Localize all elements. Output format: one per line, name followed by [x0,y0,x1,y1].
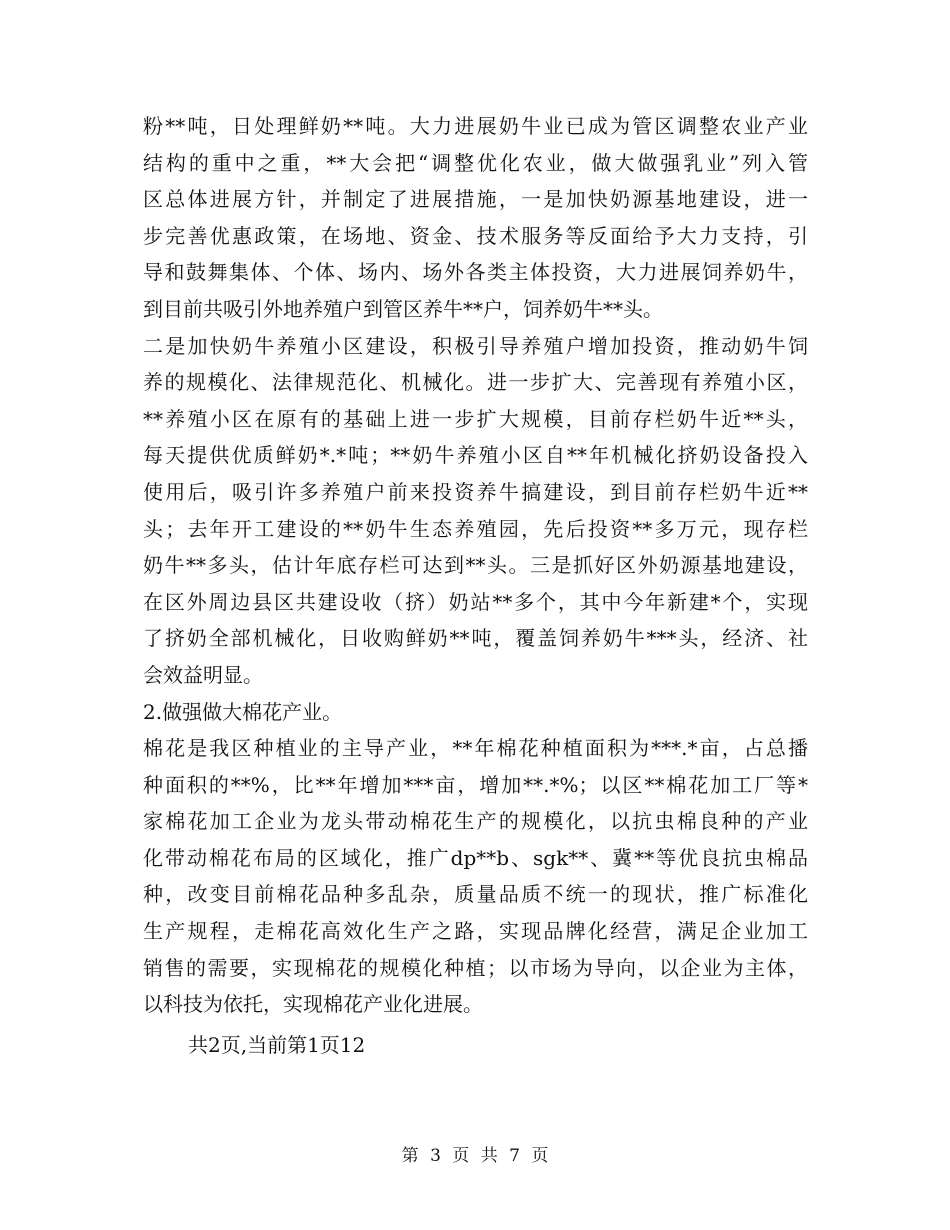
text-line: 2.做强做大棉花产业。 [143,699,343,724]
text-line: 在区外周边县区共建设收（挤）奶站**多个，其中今年新建*个，实现 [143,589,808,614]
text-line: 使用后，吸引许多养殖户前来投资养牛搞建设，到目前存栏奶牛近** [143,479,808,504]
text-line: 奶牛**多头，估计年底存栏可达到**头。三是抓好区外奶源基地建设， [143,553,808,578]
text-line: 种面积的**%，比**年增加***亩，增加**.*%；以区**棉花加工厂等* [143,772,808,797]
pagination-note: 共2页,当前第1页12 [188,1032,366,1057]
text-line: 棉花是我区种植业的主导产业，**年棉花种植面积为***.*亩，占总播 [143,736,808,761]
text-line: 步完善优惠政策，在场地、资金、技术服务等反面给予大力支持，引 [143,223,808,248]
text-line: 种，改变目前棉花品种多乱杂，质量品质不统一的现状，推广标准化 [143,882,808,907]
paragraph-lines [143,108,808,1023]
text-line: 到目前共吸引外地养殖户到管区养牛**户，饲养奶牛**头。 [143,296,663,321]
text-line: **养殖小区在原有的基础上进一步扩大规模，目前存栏奶牛近**头， [143,406,808,431]
text-line: 会效益明显。 [143,662,263,687]
text-line: 家棉花加工企业为龙头带动棉花生产的规模化，以抗虫棉良种的产业 [143,809,808,834]
text-line: 养的规模化、法律规范化、机械化。进一步扩大、完善现有养殖小区， [143,370,808,395]
text-line: 区总体进展方针，并制定了进展措施，一是加快奶源基地建设，进一 [143,187,808,212]
document-body [143,108,808,1063]
text-line: 生产规程，走棉花高效化生产之路，实现品牌化经营，满足企业加工 [143,919,808,944]
text-line: 了挤奶全部机械化，日收购鲜奶**吨，覆盖饲养奶牛***头，经济、社 [143,626,808,651]
text-line: 以科技为依托，实现棉花产业化进展。 [143,992,483,1017]
text-line: 销售的需要，实现棉花的规模化种植；以市场为导向，以企业为主体， [143,955,808,980]
text-line: 导和鼓舞集体、个体、场内、场外各类主体投资，大力进展饲养奶牛， [143,260,808,285]
page-footer: 第 3 页 共 7 页 [401,1146,549,1166]
text-line: 头；去年开工建设的**奶牛生态养殖园，先后投资**多万元，现存栏 [143,516,808,541]
text-line: 化带动棉花布局的区域化，推广dp**b、sgk**、冀**等优良抗虫棉品 [143,845,808,870]
text-line: 结构的重中之重，**大会把“调整优化农业，做大做强乳业”列入管 [143,150,808,175]
text-line: 粉**吨，日处理鲜奶**吨。大力进展奶牛业已成为管区调整农业产业 [143,114,808,138]
text-line: 每天提供优质鲜奶*.*吨；**奶牛养殖小区自**年机械化挤奶设备投入 [143,443,808,468]
text-line: 二是加快奶牛养殖小区建设，积极引导养殖户增加投资，推动奶牛饲 [143,333,808,358]
